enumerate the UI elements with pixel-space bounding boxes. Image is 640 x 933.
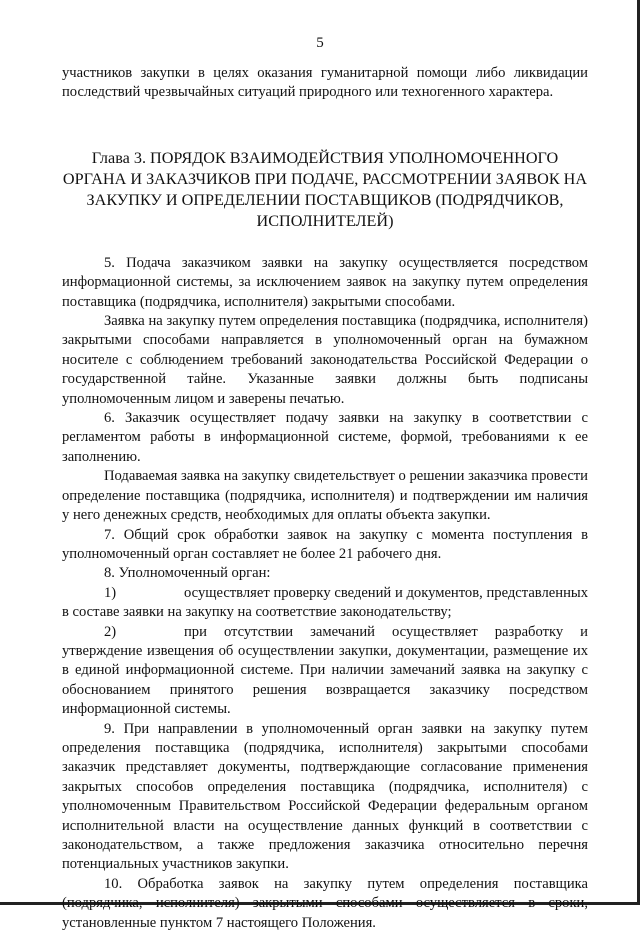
paragraph-7: 7. Общий срок обработки заявок на закупку с момента поступления в уполномоченный орган составляет не более 21 рабочего дня. [62,526,588,562]
paragraph-6b: Подаваемая заявка на закупку свидетельствует о решении заказчика провести определение поставщика (подрядчика, исполнителя) и подтверждении им наличия у него денежных средств, необходимых для оплаты объекта закупки. [62,468,588,524]
page-number: 5 [316,35,324,51]
item-text: осуществляет проверку сведений и документов, представленных в составе заявки на закупку на соответствие законодательству; [62,584,588,621]
paragraph-8: 8. Уполномоченный орган: [104,565,271,582]
document-body [62,64,588,933]
chapter-title: Глава 3. ПОРЯДОК ВЗАИМОДЕЙСТВИЯ УПОЛНОМОЧЕННОГО ОРГАНА И ЗАКАЗЧИКОВ ПРИ ПОДАЧЕ, РАССМОТРЕНИИ ЗАЯВОК НА ЗАКУПКУ И ОПРЕДЕЛЕНИИ ПОСТАВЩИКОВ (ПОДРЯДЧИКОВ, ИСПОЛНИТЕЛЕЙ) [62,148,588,230]
paragraph-5: 5. Подача заказчиком заявки на закупку осуществляется посредством информационной системы, за исключением заявок на закупку путем определения поставщика (подрядчика, исполнителя) закрытыми способами. [62,254,588,310]
paragraph-10: 10. Обработка заявок на закупку путем определения поставщика (подрядчика, исполнителя) закрытыми способами осуществляется в сроки, установленные пунктом 7 настоящего Положения. [62,875,588,931]
paragraph-8-item-1 [62,584,588,623]
intro-paragraph: участников закупки в целях оказания гуманитарной помощи либо ликвидации последствий чрезвычайных ситуаций природного или техногенного характера. [62,65,588,101]
item-number: 2) [104,623,117,640]
paragraph-9: 9. При направлении в уполномоченный орган заявки на закупку путем определения поставщика (подрядчика, исполнителя) закрытыми способами заказчик представляет документы, подтверждающие согласование применения закрытых способов определения поставщика (подрядчика, исполнителя) с уполномоченным Правительством Российской Федерации федеральным органом исполнительной власти на осуществление данных функций в соответствии с законодательством, а также предложения заказчика относительно перечня потенциальных участников закупки. [62,720,588,873]
item-number: 1) [104,584,117,601]
paragraph-5b: Заявка на закупку путем определения поставщика (подрядчика, исполнителя) закрытыми способами направляется в уполномоченный орган на бумажном носителе с соблюдением требований законодательства Российской Федерации о государственной тайне. Указанные заявки должны быть подписаны уполномоченным лицом и заверены печатью. [62,313,588,407]
paragraph-8-item-2 [62,623,588,720]
paragraph-6: 6. Заказчик осуществляет подачу заявки на закупку в соответствии с регламентом работы в информационной системе, формой, требованиями к ее заполнению. [62,410,588,465]
item-text: при отсутствии замечаний осуществляет разработку и утверждение извещения об осуществлении закупки, документации, размещение их в единой информационной системе. При наличии замечаний заявка на закупку с обоснованием принятого решения возвращается заказчику посредством информационной системы. [62,623,588,718]
